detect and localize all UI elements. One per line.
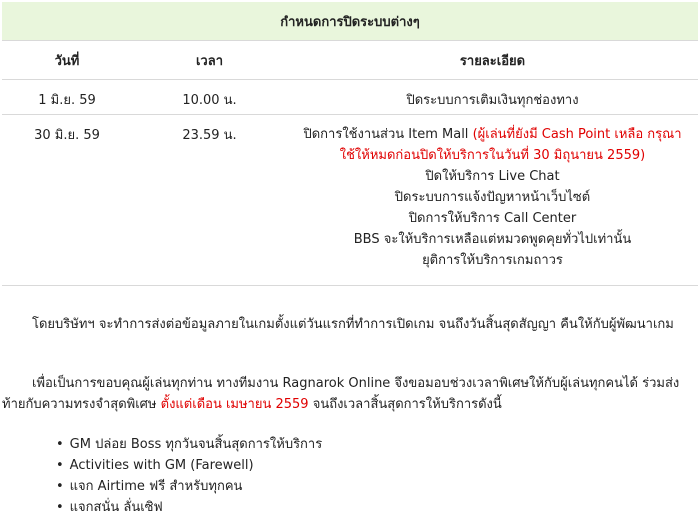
- table-title-row: [2, 2, 698, 41]
- row-date: 30 มิ.ย. 59: [2, 115, 132, 286]
- paragraph-data-transfer: โดยบริษัทฯ จะทำการส่งต่อข้อมูลภายในเกมตั้งแต่วันแรกที่ทำการเปิดเกม จนถึงวันสิ้นสุดสัญญา คืนให้กับผู้พัฒนาเกม: [32, 317, 674, 332]
- table-header-row: [2, 41, 698, 80]
- list-item: • Activities with GM (Farewell): [56, 455, 322, 476]
- header-date: วันที่: [2, 41, 132, 80]
- schedule-table: [2, 2, 698, 286]
- row-detail: [287, 115, 698, 286]
- list-item: • แจกสนั่น ลั่นเซิฟ: [56, 497, 322, 518]
- row-detail: ปิดระบบการเติมเงินทุกช่องทาง: [287, 80, 698, 115]
- detail-line: ปิดให้บริการ Live Chat: [425, 169, 560, 184]
- list-item: • แจก Airtime ฟรี สำหรับทุกคน: [56, 476, 322, 497]
- row-time: 23.59 น.: [132, 115, 287, 286]
- detail-line: ยุติการให้บริการเกมถาวร: [422, 253, 563, 268]
- row-date: 1 มิ.ย. 59: [2, 80, 132, 115]
- row-time: 10.00 น.: [132, 80, 287, 115]
- date-highlight: ตั้งแต่เดือน เมษายน 2559: [160, 397, 309, 412]
- table-title: กำหนดการปิดระบบต่างๆ: [2, 2, 698, 41]
- table-row: [2, 115, 698, 286]
- cash-point-note-cont: ใช้ให้หมดก่อนปิดให้บริการในวันที่ 30 มิถุนายน 2559): [339, 148, 646, 163]
- detail-line: ปิดระบบการแจ้งปัญหาหน้าเว็บไซต์: [394, 190, 591, 205]
- cash-point-note: (ผู้เล่นที่ยังมี Cash Point เหลือ กรุณา: [472, 127, 682, 142]
- activity-list: [56, 434, 322, 518]
- paragraph-thanks: เพื่อเป็นการขอบคุณผู้เล่นทุกท่าน ทางทีมงาน Ragnarok Online จึงขอมอบช่วงเวลาพิเศษให้กับผู้เล่นทุกคนได้ ร่วมส่งท้ายกับความทรงจำสุดพิเศษ ตั้งแต่เดือน เมษายน 2559 จนถึงเวลาสิ้นสุดการให้บริการดังนี้: [2, 376, 680, 412]
- table-row: [2, 80, 698, 115]
- detail-line: BBS จะให้บริการเหลือแต่หมวดพูดคุยทั่วไปเท่านั้น: [353, 232, 632, 247]
- header-time: เวลา: [132, 41, 287, 80]
- detail-line: ปิดการให้บริการ Call Center: [408, 211, 577, 226]
- detail-item-mall: ปิดการใช้งานส่วน Item Mall (ผู้เล่นที่ยังมี Cash Point เหลือ กรุณา: [303, 127, 682, 142]
- header-detail: รายละเอียด: [287, 41, 698, 80]
- list-item: • GM ปล่อย Boss ทุกวันจนสิ้นสุดการให้บริการ: [56, 434, 322, 455]
